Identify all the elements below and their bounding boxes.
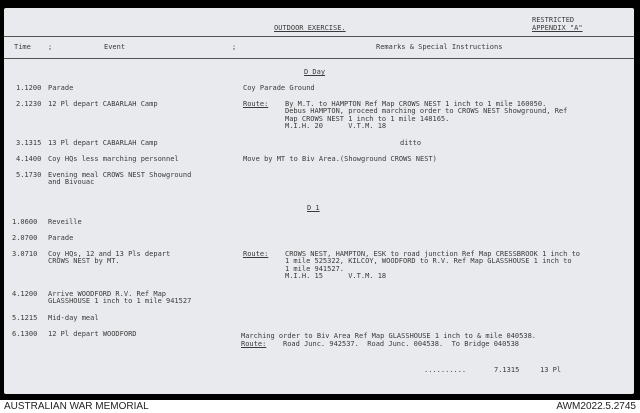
header-top-rule bbox=[4, 36, 634, 37]
row-event: Evening meal CROWS NEST Showground and Bivouac bbox=[48, 171, 192, 187]
row-event: Parade bbox=[48, 234, 74, 242]
row-event: Parade bbox=[48, 84, 74, 92]
row-remarks: ditto bbox=[400, 139, 422, 147]
footer-accession: AWM2022.5.2745 bbox=[556, 401, 636, 412]
row-event: Arrive WOODFORD R.V. Ref Map GLASSHOUSE 1 inch to 1 mile 941527 bbox=[48, 290, 192, 306]
archive-footer bbox=[0, 400, 640, 413]
section-d-day: D Day bbox=[304, 68, 326, 76]
row-remarks: Road Junc. 942537. Road Junc. 004538. To Bridge 040538 bbox=[283, 340, 520, 348]
appendix-label: APPENDIX "A" bbox=[532, 24, 583, 32]
continuation-unit: 13 Pl bbox=[540, 366, 562, 374]
col-header-event: Event bbox=[104, 43, 126, 51]
continuation-time: 7.1315 bbox=[494, 366, 520, 374]
header-bottom-rule bbox=[4, 58, 634, 59]
document-title: OUTDOOR EXERCISE. bbox=[274, 24, 346, 32]
row-time: 5.1215 bbox=[12, 314, 38, 322]
row-event: Mid-day meal bbox=[48, 314, 99, 322]
route-label: Route: bbox=[243, 100, 269, 108]
row-time: 3.0710 bbox=[12, 250, 38, 258]
route-label: Route: bbox=[241, 340, 267, 348]
col-header-time: Time bbox=[14, 43, 31, 51]
row-time: 6.1300 bbox=[12, 330, 38, 338]
row-event: Coy HQs, 12 and 13 Pls depart CROWS NEST by MT. bbox=[48, 250, 171, 266]
row-time: 4.1400 bbox=[16, 155, 42, 163]
row-remarks: CROWS NEST, HAMPTON, ESK to road junction Ref Map CRESSBROOK 1 inch to 1 mile 525322, KILCOY, WOODFORD to R.V. Ref Map GLASSHOUSE 1 inch to 1 mile 941527. M.I.H. 15 V.T.M. 18 bbox=[285, 250, 581, 281]
row-event: 12 Pl depart WOODFORD bbox=[48, 330, 137, 338]
row-remarks: Coy Parade Ground bbox=[243, 84, 315, 92]
row-event: 13 Pl depart CABARLAH Camp bbox=[48, 139, 158, 147]
route-label: Route: bbox=[243, 250, 269, 258]
row-time: 1.1200 bbox=[16, 84, 42, 92]
row-time: 2.0700 bbox=[12, 234, 38, 242]
col-header-sep: ; bbox=[48, 43, 53, 51]
footer-source: AUSTRALIAN WAR MEMORIAL bbox=[4, 401, 149, 412]
row-time: 4.1200 bbox=[12, 290, 38, 298]
row-time: 2.1230 bbox=[16, 100, 42, 108]
section-d1: D 1 bbox=[307, 204, 320, 212]
row-event: 12 Pl depart CABARLAH Camp bbox=[48, 100, 158, 108]
row-remarks: Marching order to Biv Area Ref Map GLASSHOUSE 1 inch to & mile 040538. bbox=[241, 332, 537, 340]
row-time: 5.1730 bbox=[16, 171, 42, 179]
continuation-dots: .......... bbox=[424, 366, 467, 374]
row-time: 1.0600 bbox=[12, 218, 38, 226]
row-time: 3.1315 bbox=[16, 139, 42, 147]
row-remarks: Move by MT to Biv Area.(Showground CROWS NEST) bbox=[243, 155, 437, 163]
row-event: Reveille bbox=[48, 218, 82, 226]
row-event: Coy HQs less marching personnel bbox=[48, 155, 179, 163]
col-header-sep: ; bbox=[232, 43, 237, 51]
restricted-label: RESTRICTED bbox=[532, 16, 575, 24]
row-remarks: By M.T. to HAMPTON Ref Map CROWS NEST 1 inch to 1 mile 160050. Debus HAMPTON, proceed marching order to CROWS NEST Showground, Ref Map CROWS NEST 1 inch to 1 mile 148165. M.I.H. 20 V.T.M. 18 bbox=[285, 100, 568, 131]
col-header-remarks: Remarks & Special Instructions bbox=[376, 43, 503, 51]
document-page bbox=[4, 8, 634, 394]
